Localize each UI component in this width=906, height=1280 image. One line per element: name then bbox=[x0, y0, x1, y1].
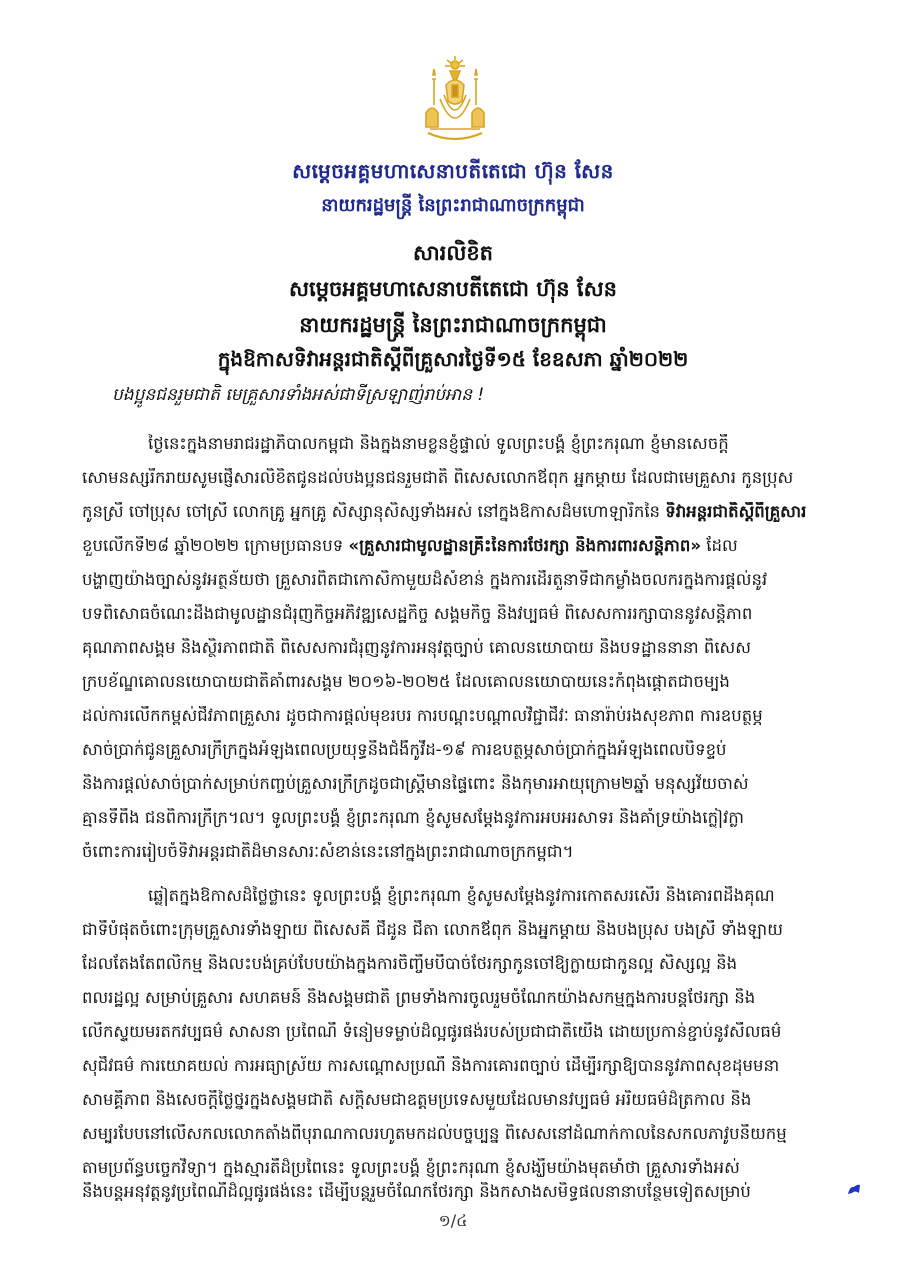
document-title: សារលិខិត bbox=[413, 241, 493, 265]
paragraph-2-line: សុជីវធម៌ ការយោគយល់ ការអធ្យាស្រ័យ ការសណ្តោសប្រណី និងការគោរពច្បាប់ ដើម្បីរក្សាឱ្យបាននូវភាពសុខដុមមនា bbox=[82, 1056, 780, 1075]
paragraph-2-line: ដែលតែងតែពលិកម្ម និងលះបង់គ្រប់បែបយ៉ាងក្នុងការចិញ្ចឹមបីបាច់ថែរក្សាកូនចៅឱ្យក្លាយជាកូនល្អ សិស្សល្អ និង bbox=[82, 954, 738, 973]
title-occasion: ក្នុងឱកាសទិវាអន្តរជាតិស្តីពីគ្រួសារថ្ងៃទី១៥ ខែឧសភា ឆ្នាំ២០២២ bbox=[217, 347, 689, 371]
paragraph-1-line bbox=[82, 502, 827, 522]
bold-theme: «គ្រួសារជាមូលដ្ឋានគ្រឹះនៃការថែរក្សា និងការពារសន្តិភាព» bbox=[348, 536, 702, 555]
paragraph-1-line: ថ្ងៃនេះក្នុងនាមរាជរដ្ឋាភិបាលកម្ពុជា និងក្នុងនាមខ្លួនខ្ញុំផ្ទាល់ ទូលព្រះបង្គំ ខ្ញុំព្រះករុណា ខ្ញុំមានសេចក្តី bbox=[148, 434, 729, 453]
paragraph-2-line: ឆ្លៀតក្នុងឱកាសដ៏ថ្លៃថ្លានេះ ទូលព្រះបង្គំ ខ្ញុំព្រះករុណា ខ្ញុំសូមសម្តែងនូវការកោតសរសើរ និងគោរពដឹងគុណ bbox=[148, 886, 775, 905]
paragraph-1-line: ដល់ការលើកកម្ពស់ជីវភាពគ្រួសារ ដូចជាការផ្តល់មុខរបរ ការបណ្តុះបណ្តាលវិជ្ជាជីវៈ ធានារ៉ាប់រងសុខភាព ការឧបត្ថម្ភ bbox=[82, 706, 763, 725]
paragraph-2-line: សាមគ្គីភាព និងសេចក្តីថ្លៃថ្នូរក្នុងសង្គមជាតិ សក្តិសមជាឧត្តមប្រទេសមួយដែលមានវប្បធម៌ អរិយធម៌ដ៏ត្រកាល និង bbox=[82, 1090, 752, 1109]
paragraph-1-line: និងការផ្តល់សាច់ប្រាក់សម្រាប់កញ្ចប់គ្រួសារក្រីក្រដូចជាស្ត្រីមានផ្ទៃពោះ និងកុមារអាយុក្រោម២ឆ្នាំ មនុស្សវ័យចាស់ bbox=[82, 774, 749, 793]
bold-event-name: ទិវាអន្តរជាតិស្តីពីគ្រួសារ bbox=[665, 502, 807, 521]
paragraph-2-line: នឹងបន្តអនុវត្តនូវប្រពៃណីដ៏ល្អផូរផង់នេះ ដើម្បីបន្តរួមចំណែកថែរក្សា និងកសាងសមិទ្ធផលនានាបន្ថែមទៀតសម្រាប់ bbox=[82, 1182, 751, 1201]
letterhead-position: នាយករដ្ឋមន្ត្រី នៃព្រះរាជាណាចក្រកម្ពុជា bbox=[321, 195, 585, 216]
paragraph-1-line: សាច់ប្រាក់ជូនគ្រួសារក្រីក្រក្នុងអំឡុងពេលប្រយុទ្ធនឹងជំងឺកូវីដ-១៩ ការឧបត្ថម្ភសាច់ប្រាក់ក្នុងអំឡុងពេលបិទខ្ទប់ bbox=[82, 740, 727, 759]
handwritten-initial-icon bbox=[847, 1183, 861, 1195]
title-author-name: សម្តេចអគ្គមហាសេនាបតីតេជោ ហ៊ុន សែន bbox=[289, 277, 617, 301]
paragraph-1-line: សោមនស្សរីករាយសូមផ្ញើសារលិខិតជូនដល់បងប្អូនជនរួមជាតិ ពិសេសលោកឪពុក អ្នកម្តាយ ដែលជាមេគ្រួសារ កូនប្រុស bbox=[82, 468, 794, 487]
text-run: កូនស្រី ចៅប្រុស ចៅស្រី លោកគ្រូ អ្នកគ្រូ សិស្សានុសិស្សទាំងអស់ នៅក្នុងឱកាសដ៏មហោឡារិកនៃ bbox=[82, 502, 666, 521]
text-run: ខួបលើកទី២៨ ឆ្នាំ២០២២ ក្រោមប្រធានបទ bbox=[82, 536, 349, 555]
salutation: បងប្អូនជនរួមជាតិ មេគ្រួសារទាំងអស់ជាទីស្រឡាញ់រាប់អាន ! bbox=[112, 385, 485, 405]
royal-emblem-icon bbox=[420, 55, 490, 150]
paragraph-1-line bbox=[82, 536, 827, 556]
text-run: ដែល bbox=[701, 536, 738, 555]
paragraph-2-line: ជាទីបំផុតចំពោះក្រុមគ្រួសារទាំងឡាយ ពិសេសគឺ ជីដូន ជីតា លោកឪពុក និងអ្នកម្តាយ និងបងប្រុស បងស្រី ទាំងឡាយ bbox=[82, 920, 783, 939]
paragraph-1-line: បទពិសោធចំណេះដឹងជាមូលដ្ឋានជំរុញកិច្ចអភិវឌ្ឍសេដ្ឋកិច្ច សង្គមកិច្ច និងវប្បធម៌ ពិសេសការរក្សាបាននូវសន្តិភាព bbox=[82, 604, 753, 623]
paragraph-2-line: លើកស្ទួយមរតកវប្បធម៌ សាសនា ប្រពៃណី ទំនៀមទម្លាប់ដ៏ល្អផូរផង់របស់ប្រជាជាតិយើង ដោយប្រកាន់ខ្ជាប់នូវសីលធម៌ bbox=[82, 1022, 782, 1041]
paragraph-1-line: គុណភាពសង្គម និងស្ថិរភាពជាតិ ពិសេសការជំរុញនូវការអនុវត្តច្បាប់ គោលនយោបាយ និងបទដ្ឋាននានា ពិសេស bbox=[82, 638, 751, 657]
paragraph-1-line: ចំពោះការរៀបចំទិវាអន្តរជាតិដ៏មានសារៈសំខាន់នេះនៅក្នុងព្រះរាជាណាចក្រកម្ពុជា។ bbox=[82, 842, 574, 861]
paragraph-2-line: តាមប្រព័ន្ធបច្ចេកវិទ្យា។ ក្នុងស្មារតីដ៏ប្រពៃនេះ ទូលព្រះបង្គំ ខ្ញុំព្រះករុណា ខ្ញុំសង្ឃឹមយ៉ាងមុតមាំថា គ្រួសារទាំងអស់ bbox=[82, 1158, 740, 1177]
paragraph-1-line: គ្មានទីពឹង ជនពិការក្រីក្រ។ល។ ទូលព្រះបង្គំ ខ្ញុំព្រះករុណា ខ្ញុំសូមសម្តែងនូវការអបអរសាទរ និងគាំទ្រយ៉ាងក្លៀវក្លា bbox=[82, 808, 744, 827]
paragraph-2-line: សម្បូរបែបនៅលើសកលលោកតាំងពីបុរាណកាលរហូតមកដល់បច្ចុប្បន្ន ពិសេសនៅដំណាក់កាលនៃសកលភាវូបនីយកម្ម bbox=[82, 1124, 787, 1143]
page-number: ១/៤ bbox=[438, 1211, 468, 1230]
paragraph-1-line: បង្ហាញយ៉ាងច្បាស់នូវអត្ថន័យថា គ្រួសារពិតជាកោសិកាមួយដ៏សំខាន់ ក្នុងការដើរតួនាទីជាកម្លាំងចលករក្នុងការផ្តល់នូវ bbox=[82, 570, 768, 589]
paragraph-1-line: ក្របខ័ណ្ឌគោលនយោបាយជាតិគាំពារសង្គម ២០១៦-២០២៥ ដែលគោលនយោបាយនេះកំពុងផ្តោតជាចម្បង bbox=[82, 672, 730, 691]
title-author-position: នាយករដ្ឋមន្ត្រី នៃព្រះរាជាណាចក្រកម្ពុជា bbox=[299, 313, 607, 337]
paragraph-2-line: ពលរដ្ឋល្អ សម្រាប់គ្រួសារ សហគមន៍ និងសង្គមជាតិ ព្រមទាំងការចូលរួមចំណែកយ៉ាងសកម្មក្នុងការបន្តថែរក្សា និង bbox=[82, 988, 756, 1007]
letterhead-name: សម្តេចអគ្គមហាសេនាបតីតេជោ ហ៊ុន សែន bbox=[292, 159, 614, 183]
